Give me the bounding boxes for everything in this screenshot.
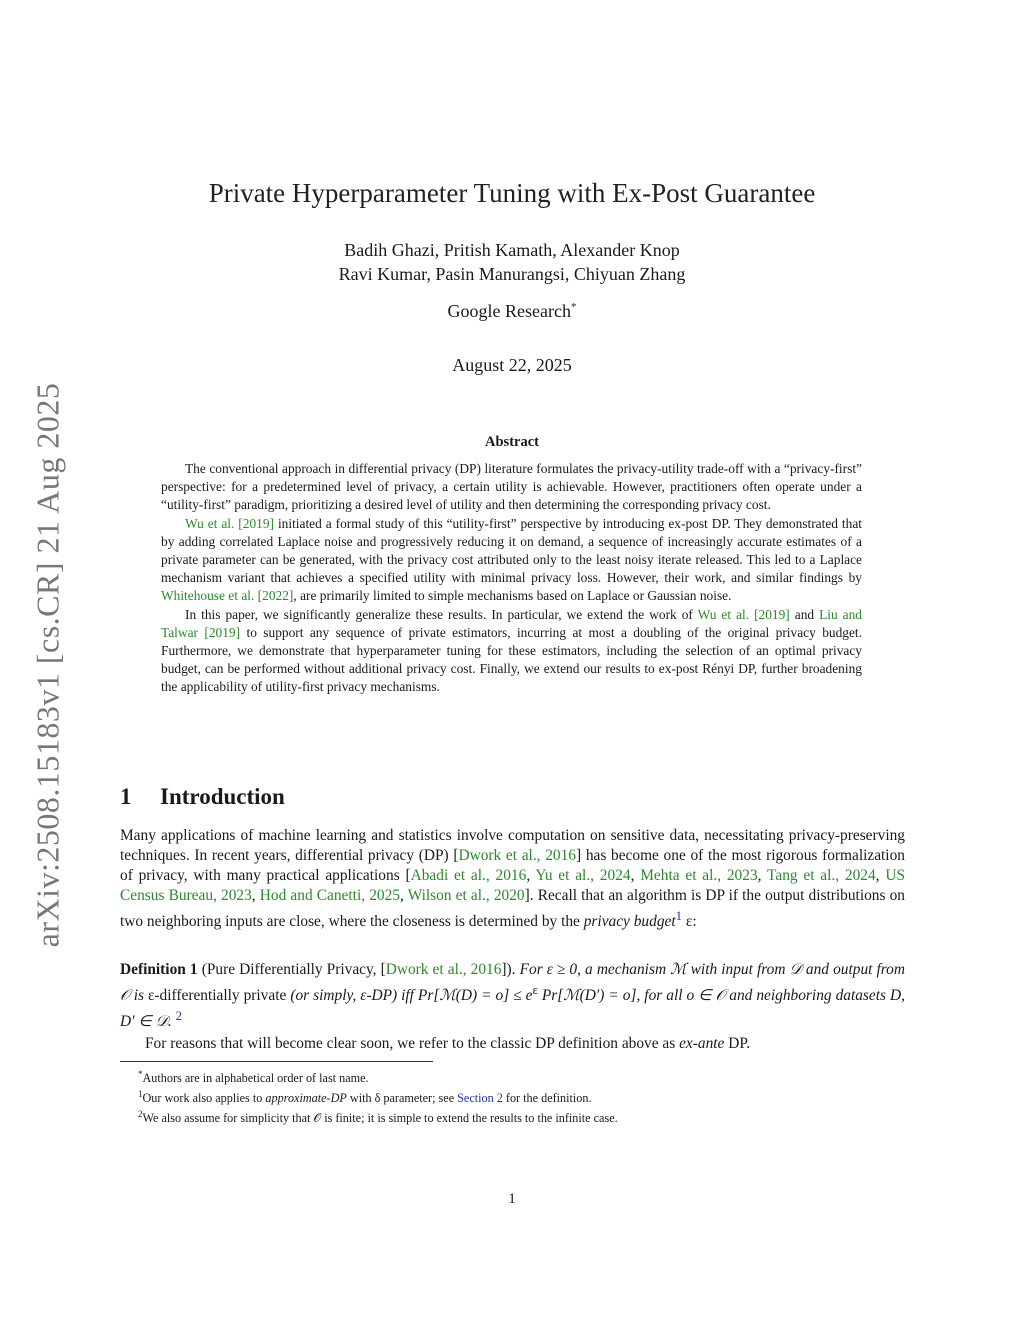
definition-text: Pr[ℳ(D′) = o], for all o ∈ 𝒪 and neighboring datasets D, D′ ∈ 𝒟. xyxy=(120,987,905,1031)
abstract-text: In this paper, we significantly generalize these results. In particular, we extend the work of xyxy=(185,606,698,622)
footnote-0-text: Authors are in alphabetical order of last name. xyxy=(142,1071,369,1086)
definition-exponent: ε xyxy=(532,983,538,997)
citation-link[interactable]: Tang et al., 2024 xyxy=(767,867,876,884)
citation-link[interactable]: Abadi et al., 2016 xyxy=(410,867,527,884)
citation-separator: , xyxy=(251,887,260,904)
citation-link[interactable]: Dwork et al., 2016 xyxy=(385,961,502,978)
abstract-body xyxy=(161,460,862,697)
citation-link[interactable]: Hod and Canetti, 2025 xyxy=(259,887,400,904)
definition-text: For ε ≥ 0, a mechanism ℳ with input from 𝒟 and output from 𝒪 is xyxy=(120,961,905,1005)
footnote-2 xyxy=(120,1106,905,1126)
citation-link[interactable]: Wu et al. [2019] xyxy=(185,515,274,531)
citation-link[interactable]: Yu et al., 2024 xyxy=(535,867,631,884)
definition-paren: (Pure Differentially Privacy, [ xyxy=(197,961,386,978)
intro-text: ]. Recall that an algorithm is DP if the output distributions on two neighboring inputs are close, where the closeness is determined by the xyxy=(120,887,906,931)
footnote-rule xyxy=(120,1061,433,1062)
citation-link[interactable]: US Census Bureau, 2023 xyxy=(120,867,906,904)
footnote-mark-1[interactable]: 1 xyxy=(675,909,683,923)
abstract-text: , are primarily limited to simple mechanisms based on Laplace or Gaussian noise. xyxy=(293,588,732,604)
footnote-1-term: approximate-DP xyxy=(265,1091,347,1106)
paper-title: Private Hyperparameter Tuning with Ex-Post Guarantee xyxy=(208,178,816,208)
section-number: 1 xyxy=(120,784,132,809)
arxiv-side-stamp xyxy=(18,370,78,960)
footnote-1-text: for the definition. xyxy=(502,1091,592,1106)
footnote-0 xyxy=(120,1066,905,1086)
footnote-2-mark: 2 xyxy=(138,1109,143,1120)
section-title: Introduction xyxy=(160,784,285,809)
footnote-2-text: We also assume for simplicity that 𝒪 is finite; it is simple to extend the results to the infinite case. xyxy=(142,1111,618,1126)
page-number: 1 xyxy=(508,1191,516,1207)
citation-link[interactable]: Mehta et al., 2023 xyxy=(640,867,758,884)
arxiv-identifier: arXiv:2508.15183v1 [cs.CR] 21 Aug 2025 xyxy=(29,382,66,948)
definition-block xyxy=(120,960,905,1032)
footnote-1 xyxy=(120,1086,905,1106)
citation-separator: , xyxy=(399,887,408,904)
abstract-paragraph-3 xyxy=(161,606,862,697)
definition-label: Definition 1 xyxy=(120,961,198,978)
publication-date: August 22, 2025 xyxy=(452,355,572,375)
citation-separator: , xyxy=(875,867,886,884)
privacy-budget-term: privacy budget xyxy=(583,913,676,931)
citation-separator: , xyxy=(630,867,641,884)
affiliation-footnote-mark[interactable]: * xyxy=(570,301,577,313)
ex-ante-term: ex-ante xyxy=(679,1035,725,1052)
citation-link[interactable]: Liu and Talwar [2019] xyxy=(161,606,862,640)
definition-text: (or simply, ε-DP) iff Pr[ℳ(D) = o] ≤ e xyxy=(286,987,533,1005)
abstract-heading: Abstract xyxy=(485,434,539,450)
citation-separator: , xyxy=(526,867,536,884)
abstract-text: initiated a formal study of this “utility-first” perspective by introducing ex-post DP. They demonstrated that by adding correlated Laplace noise and progressively reducing it on demand, a sequence of increasingly accurate estimates of a private parameter can be generated, with the privacy cost attributed only to the least noisy iterate released. This led to a Laplace mechanism variant that achieves a specified utility with minimal privacy loss. However, their work, and similar findings by xyxy=(161,515,862,586)
author-list xyxy=(0,238,1024,286)
section-heading xyxy=(120,784,285,810)
citation-link[interactable]: Dwork et al., 2016 xyxy=(458,847,576,864)
affiliation xyxy=(0,301,1024,322)
footnote-1-text: Our work also applies to xyxy=(142,1091,266,1106)
author-line-1: Badih Ghazi, Pritish Kamath, Alexander Knop xyxy=(344,240,680,260)
footnotes xyxy=(120,1066,905,1126)
author-line-2: Ravi Kumar, Pasin Manurangsi, Chiyuan Zhang xyxy=(338,264,686,284)
affiliation-name: Google Research xyxy=(447,301,571,321)
footnote-mark-2[interactable]: 2 xyxy=(175,1009,182,1024)
intro-paragraph xyxy=(120,826,905,932)
body-text: For reasons that will become clear soon, we refer to the classic DP definition above as xyxy=(145,1035,680,1052)
abstract-paragraph-2 xyxy=(161,515,862,606)
ex-ante-paragraph xyxy=(120,1034,905,1054)
intro-text: ] has become one of the most rigorous formalization of privacy, with many practical applications [ xyxy=(120,847,905,884)
intro-text: Many applications of machine learning and statistics involve computation on sensitive data, necessitating privacy-preserving techniques. In recent years, differential privacy (DP) [ xyxy=(120,827,905,864)
section-2-link[interactable]: Section 2 xyxy=(457,1091,503,1106)
body-text: DP. xyxy=(724,1035,751,1052)
citation-link[interactable]: Wilson et al., 2020 xyxy=(407,887,525,904)
citation-link[interactable]: Whitehouse et al. [2022] xyxy=(161,588,294,604)
footnote-0-mark: * xyxy=(138,1069,143,1079)
citation-link[interactable]: Wu et al. [2019] xyxy=(697,606,790,622)
citation-separator: , xyxy=(757,867,768,884)
abstract-paragraph-1: The conventional approach in differential privacy (DP) literature formulates the privacy-utility trade-off with a “privacy-first” perspective: for a predetermined level of privacy, a certain utility is achievable. However, practitioners often operate under a “utility-first” paradigm, prioritizing a desired level of utility and then determining the corresponding privacy cost. xyxy=(161,461,862,513)
abstract-text: to support any sequence of private estimators, incurring at most a doubling of the original privacy budget. Furthermore, we demonstrate that hyperparameter tuning for these estimators, including the selection of an optimal privacy budget, can be performed without additional privacy cost. Finally, we extend our results to ex-post Rényi DP, further broadening the applicability of utility-first privacy mechanisms. xyxy=(161,624,862,695)
abstract-text: and xyxy=(789,606,820,622)
definition-term: ε-differentially private xyxy=(147,987,287,1005)
intro-text: ε: xyxy=(682,913,697,931)
definition-paren: ]). xyxy=(501,961,520,978)
footnote-1-mark: 1 xyxy=(138,1089,143,1100)
footnote-1-text: with δ parameter; see xyxy=(346,1091,458,1106)
